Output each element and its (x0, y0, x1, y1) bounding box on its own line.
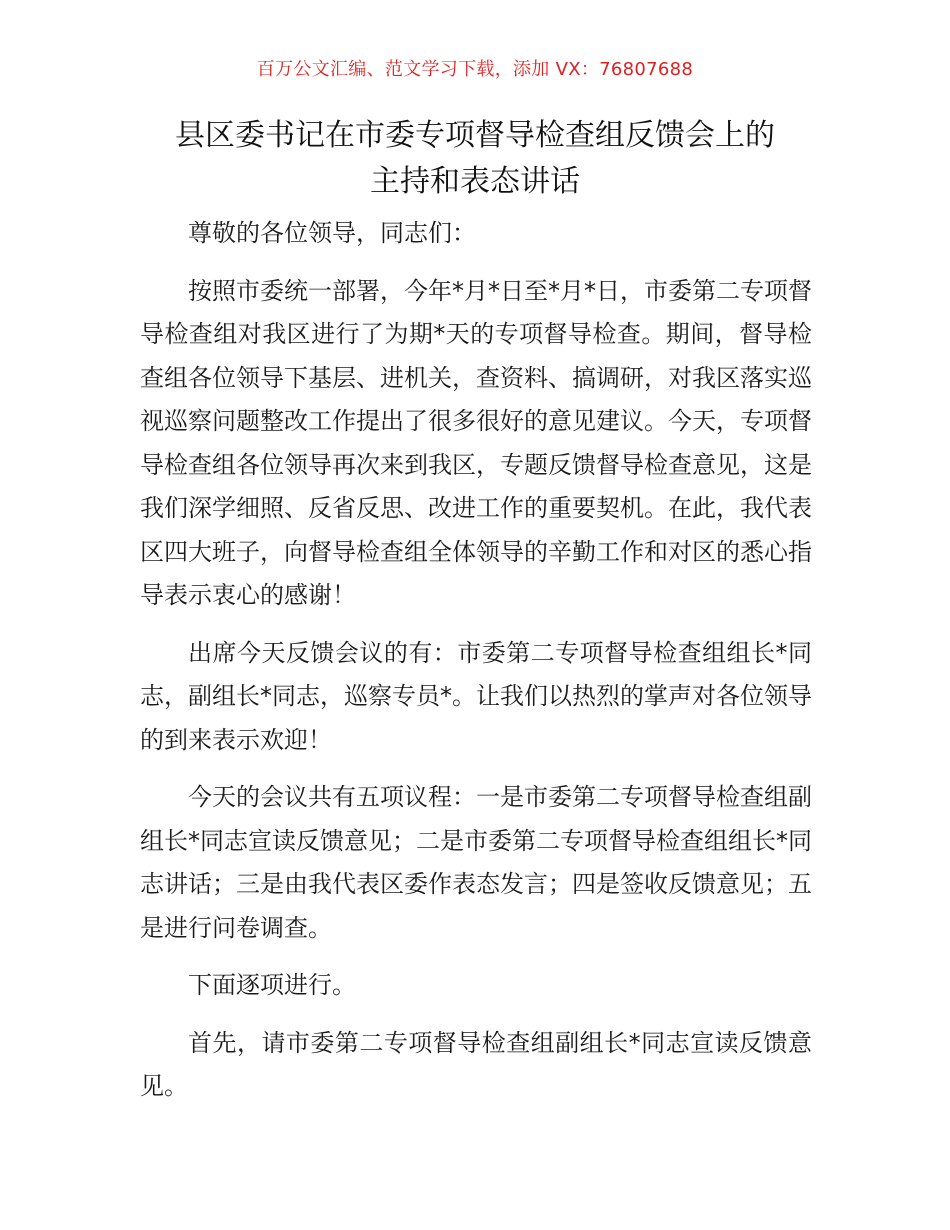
header-watermark-note: 百万公文汇编、范文学习下载，添加 VX：76807688 (256, 59, 694, 80)
paragraph-salutation: 尊敬的各位领导，同志们： (188, 219, 476, 247)
paragraph-background: 按照市委统一部署，今年*月*日至*月*日，市委第二专项督导检查组对我区进行了为期*天的专项督导检查。期间，督导检查组各位领导下基层、进机关，查资料、搞调研，对我区落实巡视巡察问题整改工作提出了很多很好的意见建议。今天，专项督导检查组各位领导再次来到我区，专题反馈督导检查意见，这是我们深学细照、反省反思、改进工作的重要契机。在此，我代表区四大班子，向督导检查组全体领导的辛勤工作和对区的悉心指导表示衷心的感谢！ (140, 276, 812, 609)
document-body (140, 212, 812, 1123)
paragraph-proceed: 下面逐项进行。 (188, 971, 356, 999)
title-line-1: 县区委书记在市委专项督导检查组反馈会上的 (175, 118, 775, 153)
paragraph-attendees: 出席今天反馈会议的有：市委第二专项督导检查组组长*同志，副组长*同志，巡察专员*。让我们以热烈的掌声对各位领导的到来表示欢迎！ (140, 638, 812, 754)
paragraph-agenda: 今天的会议共有五项议程：一是市委第二专项督导检查组副组长*同志宣读反馈意见；二是市委第二专项督导检查组组长*同志讲话；三是由我代表区委作表态发言；四是签收反馈意见；五是进行问卷调查。 (140, 783, 812, 942)
paragraph-first-item: 首先，请市委第二专项督导检查组副组长*同志宣读反馈意见。 (140, 1028, 812, 1100)
document-title (120, 113, 830, 205)
title-line-2: 主持和表态讲话 (370, 164, 580, 199)
